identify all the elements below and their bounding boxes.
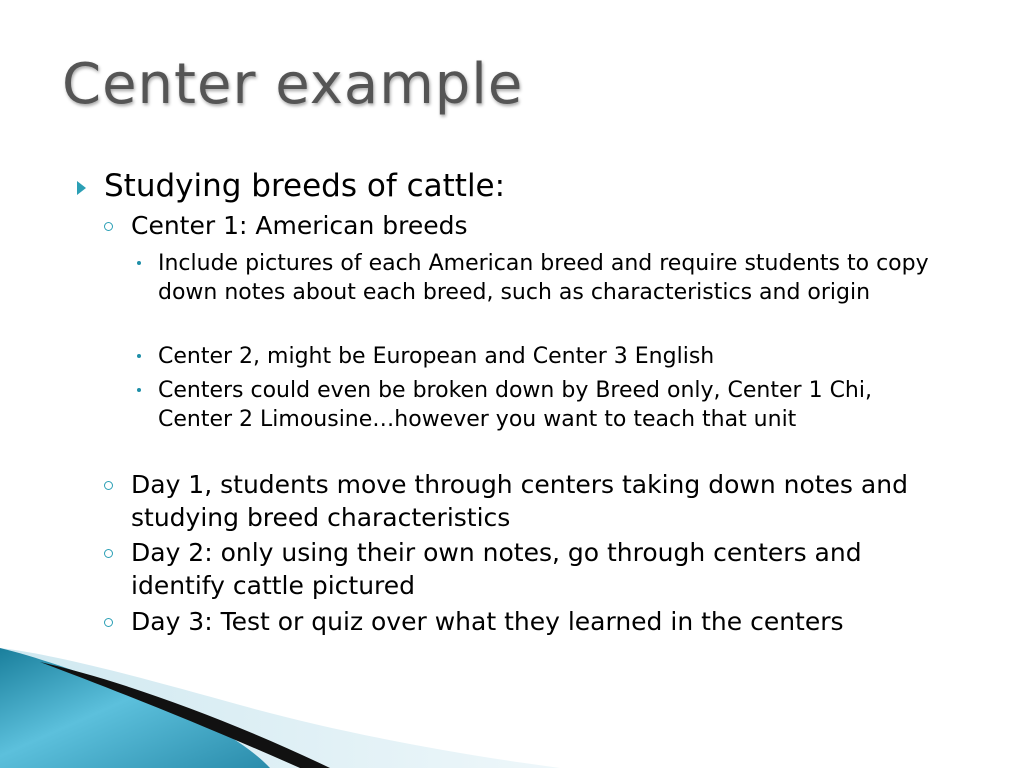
bullet-text: Center 1: American breeds xyxy=(131,211,468,240)
bullet-text: Day 3: Test or quiz over what they learned in the centers xyxy=(131,607,844,636)
bullet-text: Day 1, students move through centers taking down notes and studying breed characteristics xyxy=(131,470,908,532)
slide-title: Center example xyxy=(62,52,524,117)
bullet-text: Center 2, might be European and Center 3 English xyxy=(158,344,715,369)
bullet-text: Centers could even be broken down by Breed only, Center 1 Chi, Center 2 Limousine…however you want to teach that unit xyxy=(158,378,872,432)
bullet-text: Studying breeds of cattle: xyxy=(104,168,506,204)
bullet-text: Day 2: only using their own notes, go through centers and identify cattle pictured xyxy=(131,538,862,600)
bullet-text: Include pictures of each American breed and require students to copy down notes about each breed, such as characteristics and origin xyxy=(158,251,929,305)
